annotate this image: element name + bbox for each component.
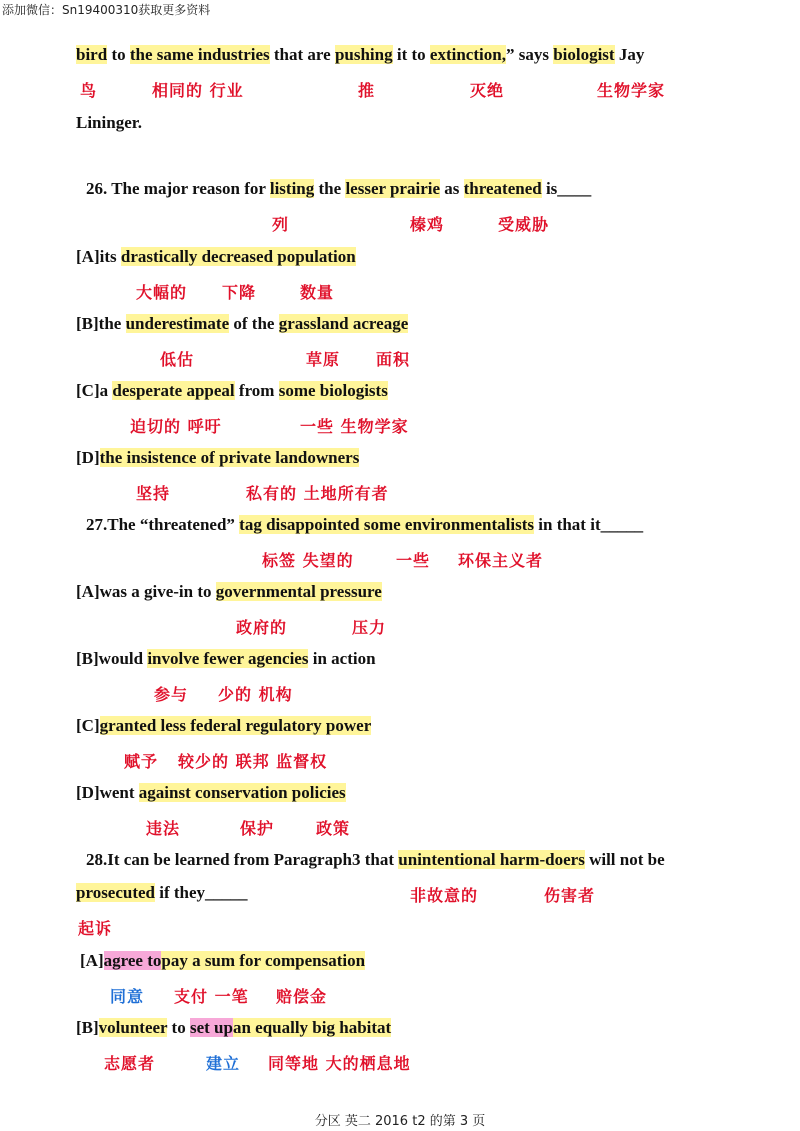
yellow-highlight: pushing	[334, 45, 393, 64]
plain-text: it to	[392, 45, 430, 64]
handwritten-annotation: 少的 机构	[218, 685, 293, 704]
handwritten-annotation: 推	[358, 81, 376, 100]
english-line	[76, 880, 248, 906]
english-line	[76, 713, 371, 739]
handwritten-annotation: 迫切的 呼吁	[130, 417, 222, 436]
handwritten-annotation: 起诉	[78, 919, 113, 938]
yellow-highlight: volunteer	[98, 1018, 168, 1037]
handwritten-annotation: 志愿者	[104, 1054, 156, 1073]
handwritten-annotation: 支付 一笔	[174, 987, 249, 1006]
plain-text: [B]	[76, 1018, 99, 1037]
handwritten-annotation: 赔偿金	[276, 987, 328, 1006]
english-line	[86, 512, 643, 538]
plain-text: [D]	[76, 448, 100, 467]
yellow-highlight: drastically decreased population	[120, 247, 356, 266]
english-line	[86, 176, 591, 202]
handwritten-annotation: 下降	[222, 283, 257, 302]
handwritten-annotation: 同等地 大的栖息地	[268, 1054, 411, 1073]
english-line	[76, 311, 408, 337]
plain-text: is____	[541, 179, 592, 198]
yellow-highlight: against conservation policies	[138, 783, 346, 802]
yellow-highlight: an equally big habitat	[232, 1018, 392, 1037]
yellow-highlight: grassland acreage	[278, 314, 409, 333]
handwritten-annotation: 生物学家	[597, 81, 666, 100]
plain-text: ” says	[505, 45, 554, 64]
yellow-highlight: desperate appeal	[112, 381, 235, 400]
handwritten-annotation: 违法	[146, 819, 181, 838]
english-line	[76, 1015, 391, 1041]
plain-text: 26. The major reason for	[86, 179, 270, 198]
handwritten-annotation: 政策	[316, 819, 351, 838]
handwritten-annotation: 伤害者	[544, 886, 596, 905]
page-footer: 分区 英二 2016 t2 的第 3 页	[314, 1114, 486, 1129]
handwritten-annotation: 低估	[160, 350, 195, 369]
plain-text: that are	[269, 45, 335, 64]
english-line	[80, 948, 365, 974]
handwritten-annotation: 坚持	[136, 484, 171, 503]
yellow-highlight: bird	[76, 45, 108, 64]
handwritten-annotation: 面积	[376, 350, 411, 369]
header-note: 添加微信：Sn19400310获取更多资料	[2, 3, 211, 17]
handwritten-annotation: 非故意的	[410, 886, 479, 905]
yellow-highlight: underestimate	[125, 314, 230, 333]
plain-text: [C]a	[76, 381, 113, 400]
handwritten-annotation: 榛鸡	[410, 215, 445, 234]
plain-text: to	[167, 1018, 190, 1037]
english-line	[86, 847, 665, 873]
plain-text: if they_____	[155, 883, 248, 902]
english-line	[76, 110, 142, 136]
english-line	[76, 244, 356, 270]
handwritten-annotation: 鸟	[80, 81, 98, 100]
english-line	[76, 646, 376, 672]
yellow-highlight: some biologists	[278, 381, 388, 400]
handwritten-annotation: 环保主义者	[458, 551, 544, 570]
english-line	[76, 445, 359, 471]
plain-text: [B]would	[76, 649, 148, 668]
plain-text: in action	[308, 649, 376, 668]
handwritten-annotation: 数量	[300, 283, 335, 302]
yellow-highlight: prosecuted	[76, 883, 156, 902]
plain-text: as	[440, 179, 464, 198]
pink-highlight: agree to	[103, 951, 162, 970]
handwritten-annotation: 建立	[206, 1054, 241, 1073]
yellow-highlight: listing	[269, 179, 315, 198]
plain-text: [D]went	[76, 783, 139, 802]
yellow-highlight: governmental pressure	[215, 582, 382, 601]
plain-text: [A]was a give-in to	[76, 582, 216, 601]
handwritten-annotation: 压力	[352, 618, 387, 637]
handwritten-annotation: 受威胁	[498, 215, 550, 234]
plain-text: [A]	[80, 951, 104, 970]
handwritten-annotation: 大幅的	[136, 283, 188, 302]
plain-text: 27.The “threatened”	[86, 515, 240, 534]
yellow-highlight: the insistence of private landowners	[99, 448, 360, 467]
plain-text: [B]the	[76, 314, 126, 333]
handwritten-annotation: 一些	[396, 551, 431, 570]
plain-text: 28.It can be learned from Paragraph3 that	[86, 850, 399, 869]
plain-text: Lininger.	[76, 113, 142, 132]
handwritten-annotation: 列	[272, 215, 290, 234]
plain-text: will not be	[584, 850, 665, 869]
yellow-highlight: lesser prairie	[345, 179, 441, 198]
handwritten-annotation: 灭绝	[470, 81, 505, 100]
handwritten-annotation: 较少的 联邦 监督权	[178, 752, 328, 771]
yellow-highlight: tag disappointed some environmentalists	[239, 515, 535, 534]
handwritten-annotation: 保护	[240, 819, 275, 838]
handwritten-annotation: 同意	[110, 987, 145, 1006]
handwritten-annotation: 政府的	[236, 618, 288, 637]
english-line	[76, 378, 388, 404]
handwritten-annotation: 标签 失望的	[262, 551, 354, 570]
english-line	[76, 42, 644, 68]
yellow-highlight: the same industries	[129, 45, 270, 64]
yellow-highlight: pay a sum for compensation	[161, 951, 366, 970]
handwritten-annotation: 私有的 土地所有者	[246, 484, 389, 503]
yellow-highlight: threatened	[463, 179, 542, 198]
handwritten-annotation: 草原	[306, 350, 341, 369]
english-line	[76, 780, 346, 806]
plain-text: [A]its	[76, 247, 121, 266]
pink-highlight: set up	[189, 1018, 233, 1037]
plain-text: the	[314, 179, 346, 198]
handwritten-annotation: 参与	[154, 685, 189, 704]
plain-text: in that it_____	[534, 515, 644, 534]
yellow-highlight: extinction,	[429, 45, 506, 64]
plain-text: Jay	[614, 45, 645, 64]
handwritten-annotation: 一些 生物学家	[300, 417, 409, 436]
yellow-highlight: granted less federal regulatory power	[99, 716, 372, 735]
plain-text: to	[107, 45, 130, 64]
yellow-highlight: biologist	[553, 45, 615, 64]
handwritten-annotation: 赋予	[124, 752, 159, 771]
yellow-highlight: unintentional harm-doers	[398, 850, 585, 869]
plain-text: [C]	[76, 716, 100, 735]
yellow-highlight: involve fewer agencies	[147, 649, 309, 668]
english-line	[76, 579, 382, 605]
plain-text: from	[234, 381, 279, 400]
handwritten-annotation: 相同的 行业	[152, 81, 244, 100]
plain-text: of the	[229, 314, 279, 333]
